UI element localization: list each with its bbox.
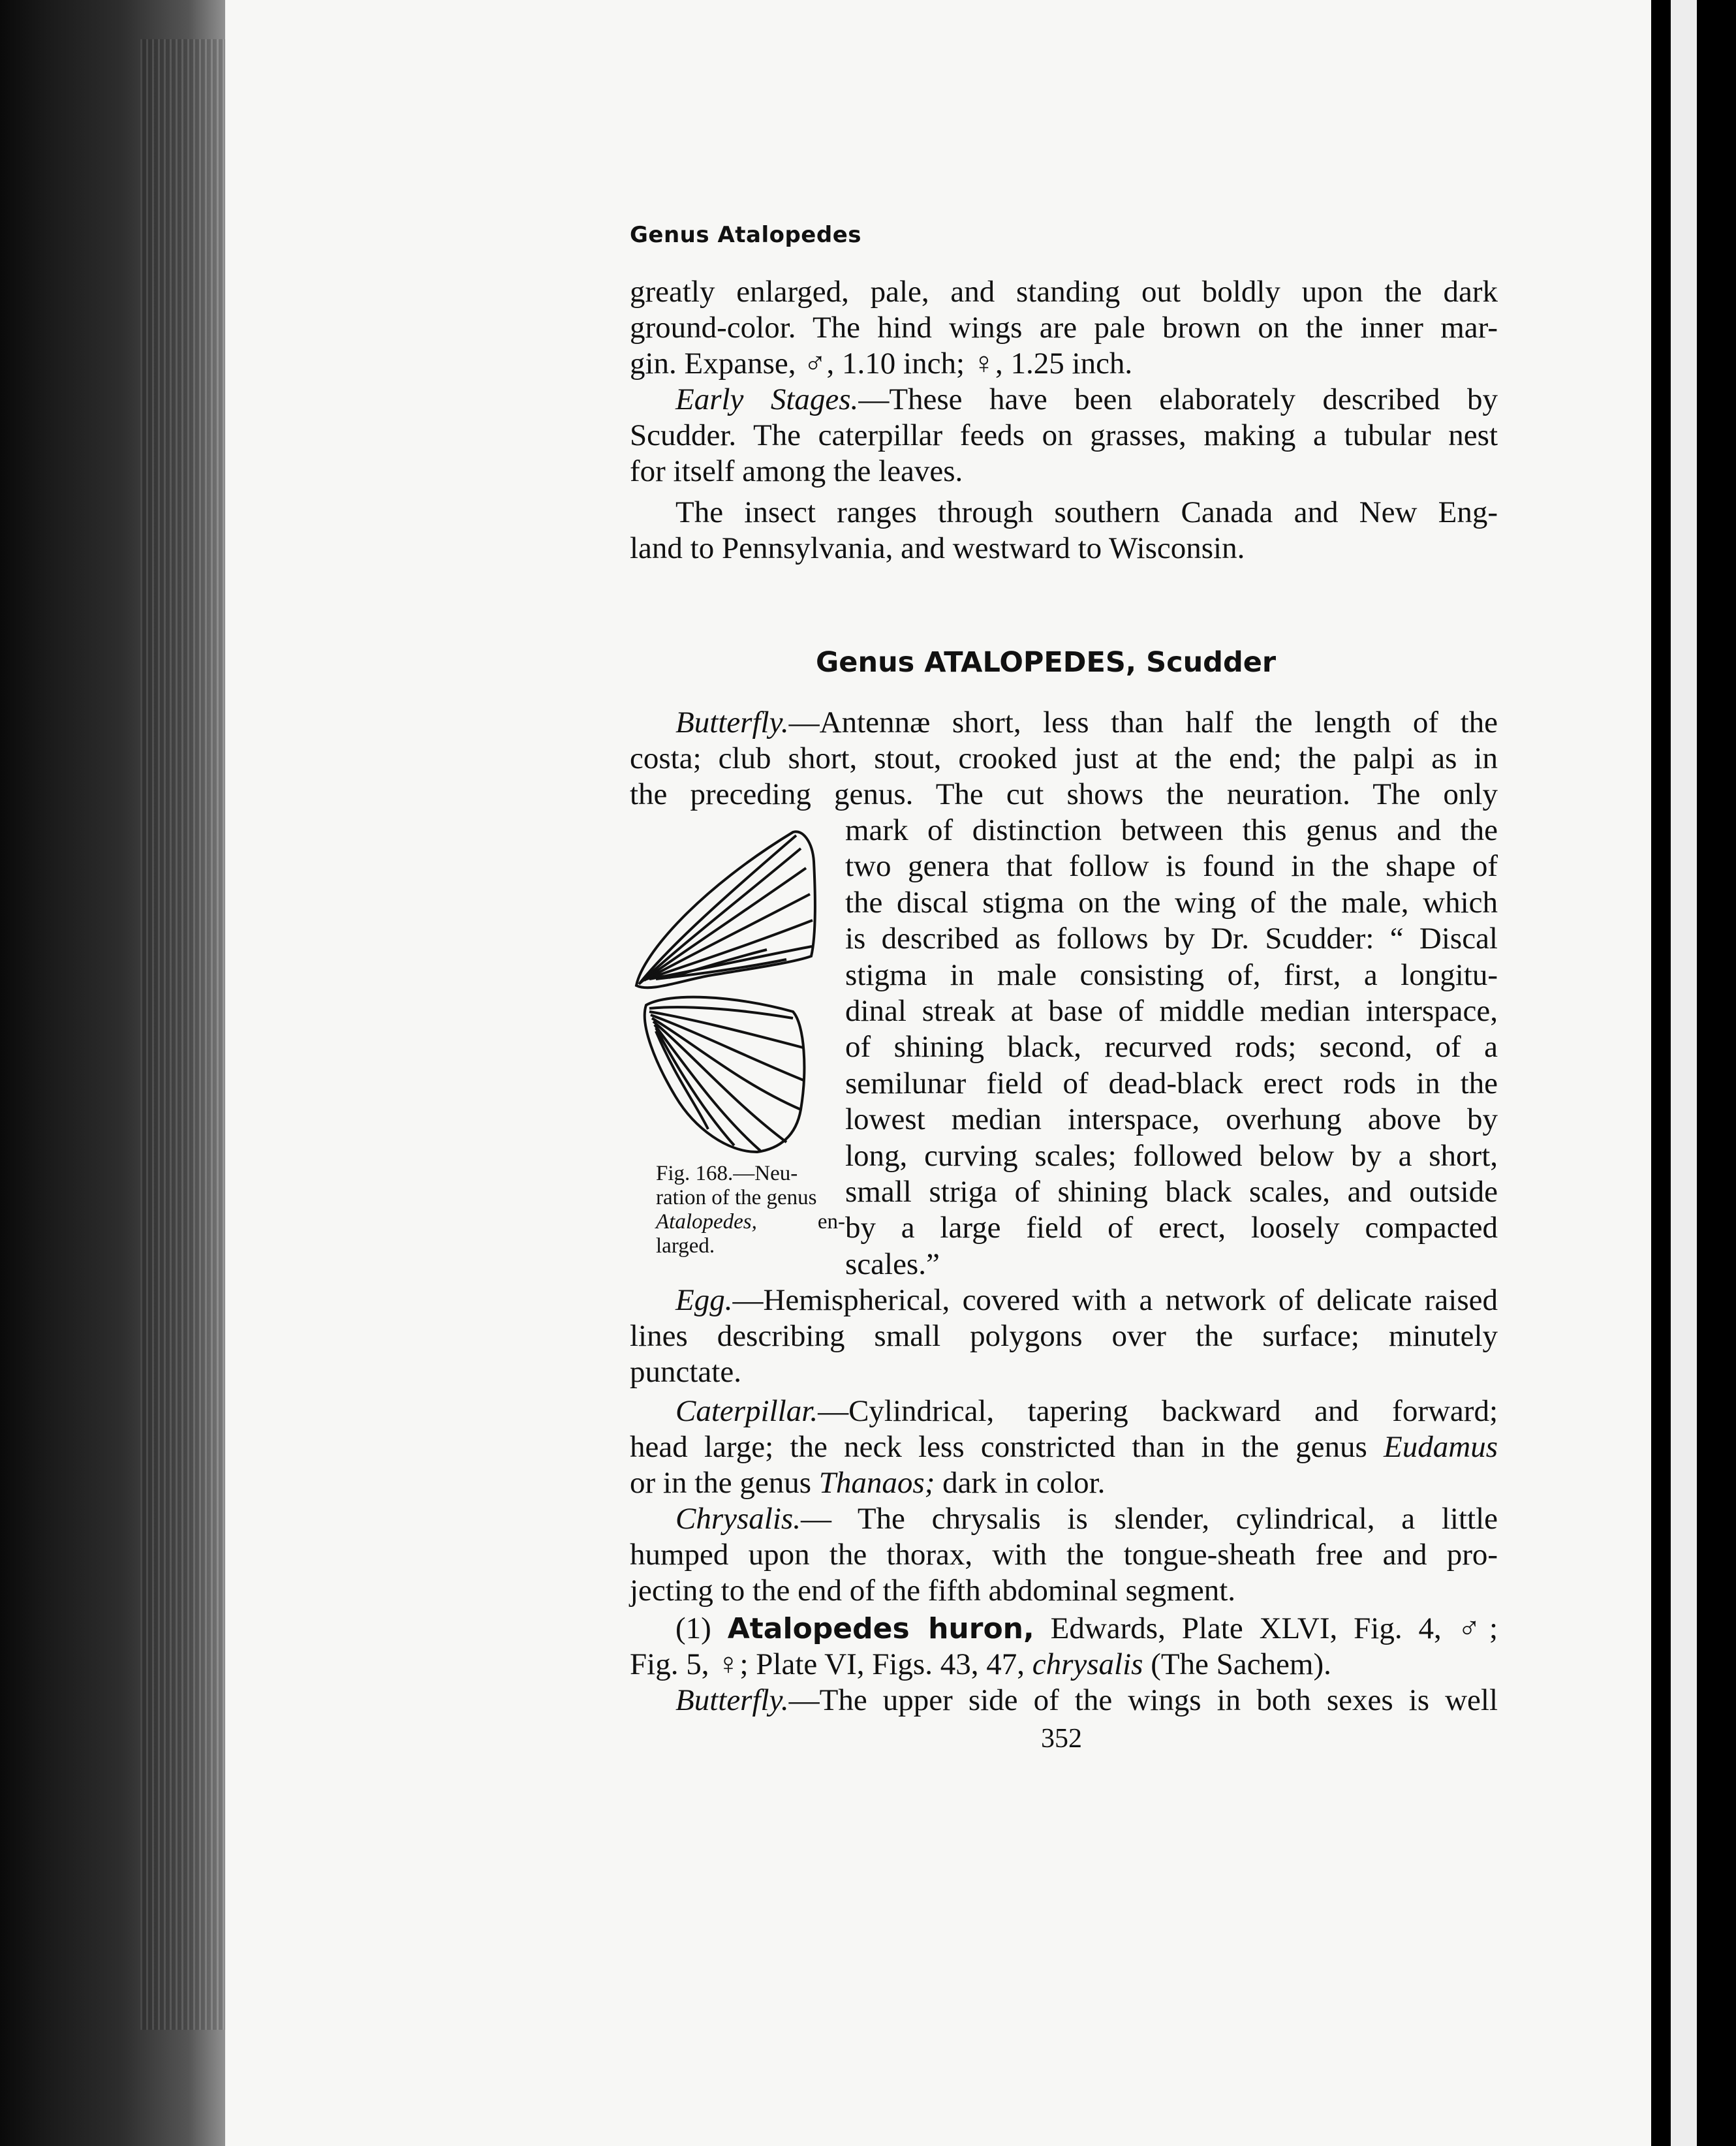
text-line: is described as follows by Dr. Scudder: “ Discal	[845, 922, 1498, 956]
text-line: the preceding genus. The cut shows the neuration. The only	[630, 777, 1498, 811]
caption-line	[656, 1210, 845, 1234]
text-run: —The upper side of the wings in both sexes is well	[788, 1683, 1498, 1717]
text-line: humped upon the thorax, with the tongue-sheath free and pro-	[630, 1538, 1498, 1572]
text-line	[630, 1683, 1498, 1718]
range-paragraph	[630, 495, 1498, 567]
text-line: jecting to the end of the fifth abdominal segment.	[630, 1574, 1235, 1608]
text-line	[630, 1647, 1498, 1683]
text-line: land to Pennsylvania, and westward to Wisconsin.	[630, 531, 1245, 565]
egg-paragraph	[630, 1283, 1498, 1390]
text-line: small striga of shining black scales, and outside	[845, 1175, 1498, 1209]
chrysalis-paragraph	[630, 1501, 1498, 1609]
book-spine-edge	[0, 0, 241, 2146]
hindwing-outline	[645, 997, 805, 1152]
text-line: semilunar field of dead-black erect rods in the	[845, 1066, 1498, 1100]
text-line: greatly enlarged, pale, and standing out boldly upon the dark	[630, 275, 1498, 309]
caption-line	[656, 1162, 845, 1186]
genus-name: Thanaos;	[818, 1466, 935, 1500]
text-line: the discal stigma on the wing of the male, which	[845, 885, 1498, 920]
early-stages-paragraph	[630, 382, 1498, 490]
text-line	[630, 1611, 1498, 1647]
butterfly-description-2	[630, 1683, 1498, 1718]
page-number: 352	[1041, 1724, 1082, 1754]
butterfly-label: Butterfly.	[675, 706, 789, 739]
butterfly-label: Butterfly.	[675, 1683, 789, 1717]
text-run: —These have been elaborately described by	[858, 382, 1498, 416]
page-edges	[140, 39, 232, 2030]
text-run: —Neu-	[733, 1162, 798, 1185]
text-run: Atalopedes,	[656, 1210, 757, 1234]
text-run: Fig. 5, ♀; Plate VI, Figs. 43, 47,	[630, 1647, 1025, 1681]
text-line: by a large field of erect, loosely compacted	[845, 1211, 1498, 1245]
species-number: (1)	[675, 1611, 711, 1645]
species-name: Atalopedes huron,	[727, 1612, 1034, 1645]
text-line: dinal streak at base of middle median interspace,	[845, 994, 1498, 1029]
genus-heading: Genus ATALOPEDES, Scudder	[816, 646, 1277, 679]
text-run: —Cylindrical, tapering backward and forward;	[818, 1394, 1498, 1428]
text-line: mark of distinction between this genus and the	[845, 813, 1498, 847]
caterpillar-paragraph	[630, 1393, 1498, 1501]
text-line	[630, 1465, 1498, 1501]
text-line: costa; club short, stout, crooked just at the end; the palpi as in	[630, 741, 1498, 775]
text-line: gin. Expanse, ♂, 1.10 inch; ♀, 1.25 inch.	[630, 347, 1133, 381]
text-line: lines describing small polygons over the surface; minutely	[630, 1319, 1498, 1353]
text-run: or in the genus	[630, 1466, 812, 1500]
text-line: of shining black, recurved rods; second, of a	[845, 1030, 1498, 1065]
text-run: chrysalis	[1032, 1647, 1143, 1681]
running-head: Genus Atalopedes	[630, 222, 862, 248]
text-run: —Antennæ short, less than half the length of the	[788, 706, 1498, 739]
text-line: Scudder. The caterpillar feeds on grasses, making a tubular nest	[630, 418, 1498, 452]
text-line	[630, 1283, 1498, 1318]
figure-caption	[656, 1162, 845, 1258]
text-run: (The Sachem).	[1151, 1647, 1331, 1681]
butterfly-paragraph	[630, 705, 1498, 813]
text-line	[630, 1501, 1498, 1537]
text-line	[630, 1429, 1498, 1465]
text-run: Edwards, Plate XLVI, Fig. 4, ♂;	[1050, 1611, 1498, 1645]
text-line: long, curving scales; followed below by a short,	[845, 1138, 1498, 1173]
text-line: The insect ranges through southern Canada and New Eng-	[675, 495, 1498, 529]
text-line: for itself among the leaves.	[630, 454, 963, 488]
genus-name: Eudamus	[1384, 1430, 1498, 1464]
caption-line: larged.	[656, 1234, 715, 1258]
text-run: — The chrysalis is slender, cylindrical, a little	[800, 1502, 1498, 1536]
text-line	[630, 1393, 1498, 1429]
next-page-edge	[1671, 0, 1697, 2146]
text-run: —Hemispherical, covered with a network of delicate raised	[732, 1283, 1498, 1317]
figure-label: Fig. 168.	[656, 1162, 734, 1185]
species-entry	[630, 1611, 1498, 1683]
text-run: head large; the neck less constricted than in the genus	[630, 1430, 1367, 1464]
text-line	[630, 382, 1498, 418]
text-line: scales.”	[845, 1247, 940, 1281]
intro-paragraph	[630, 274, 1498, 382]
discal-stigma-description	[845, 813, 1498, 1283]
text-line: punctate.	[630, 1355, 741, 1389]
text-line: stigma in male consisting of, first, a longitu-	[845, 957, 1498, 992]
text-run: en-	[817, 1210, 845, 1234]
caterpillar-label: Caterpillar.	[675, 1394, 818, 1428]
text-line	[630, 705, 1498, 741]
text-line: two genera that follow is found in the shape of	[845, 849, 1498, 884]
text-run: dark in color.	[942, 1466, 1106, 1500]
egg-label: Egg.	[675, 1283, 733, 1317]
early-stages-label: Early Stages.	[675, 382, 859, 416]
chrysalis-label: Chrysalis.	[675, 1502, 801, 1536]
wing-neuration-figure	[630, 822, 826, 1162]
text-line: lowest median interspace, overhung above by	[845, 1102, 1498, 1137]
text-line: ground-color. The hind wings are pale brown on the inner mar-	[630, 311, 1498, 345]
caption-line: ration of the genus	[656, 1186, 817, 1209]
